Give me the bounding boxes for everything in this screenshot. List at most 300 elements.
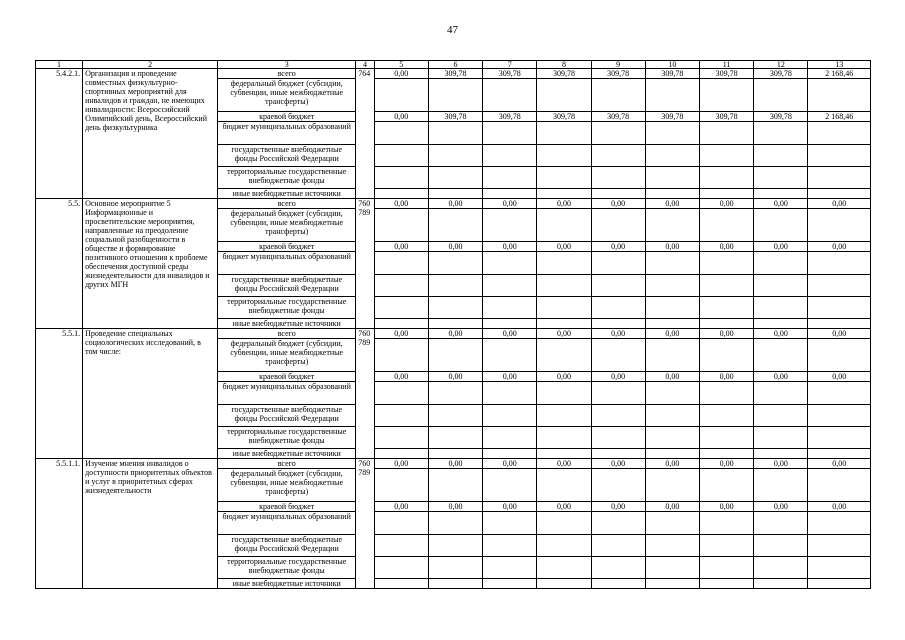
empty-value-cell (645, 449, 699, 459)
empty-value-cell (645, 557, 699, 579)
total-value-cell: 309,78 (428, 69, 482, 79)
empty-value-cell (645, 189, 699, 199)
total-value-cell: 0,00 (808, 329, 871, 339)
regional-value-cell: 0,00 (754, 372, 808, 382)
empty-value-cell (428, 557, 482, 579)
item-code: 5.4.2.1. (36, 69, 83, 199)
empty-value-cell (808, 557, 871, 579)
regional-value-cell: 0,00 (537, 242, 591, 252)
empty-value-cell (483, 209, 537, 242)
funding-source-label: бюджет муниципальных образований (218, 252, 356, 275)
empty-value-cell (808, 535, 871, 557)
funding-source-label: государственные внебюджетные фонды Российской Федерации (218, 145, 356, 167)
empty-value-cell (645, 319, 699, 329)
table-row (36, 199, 871, 209)
empty-value-cell (699, 79, 753, 112)
table-row (36, 69, 871, 79)
item-name: Организация и проведение совместных физкультурно-спортивных мероприятий для инвалидов и граждан, не имеющих инвалидности: Всероссийский Олимпийский день, Всероссийский день физкультурника (83, 69, 218, 199)
funding-source-label: территориальные государственные внебюджетные фонды (218, 297, 356, 319)
empty-value-cell (591, 252, 645, 275)
empty-value-cell (591, 122, 645, 145)
regional-value-cell: 0,00 (808, 372, 871, 382)
empty-value-cell (537, 145, 591, 167)
column-header: 4 (356, 61, 374, 69)
page-number: 47 (447, 24, 458, 36)
total-value-cell: 0,00 (483, 459, 537, 469)
column-header: 1 (36, 61, 83, 69)
empty-value-cell (591, 512, 645, 535)
empty-value-cell (754, 189, 808, 199)
total-value-cell: 0,00 (374, 329, 428, 339)
budget-code: 764 (356, 69, 374, 199)
total-value-cell: 0,00 (645, 199, 699, 209)
column-header: 2 (83, 61, 218, 69)
regional-value-cell: 0,00 (591, 372, 645, 382)
empty-value-cell (699, 297, 753, 319)
total-value-cell: 0,00 (754, 199, 808, 209)
total-value-cell: 309,78 (483, 69, 537, 79)
item-code: 5.5.1. (36, 329, 83, 459)
empty-value-cell (808, 382, 871, 405)
total-value-cell: 0,00 (808, 199, 871, 209)
empty-value-cell (374, 579, 428, 589)
empty-value-cell (754, 579, 808, 589)
empty-value-cell (537, 297, 591, 319)
empty-value-cell (699, 252, 753, 275)
regional-value-cell: 0,00 (483, 242, 537, 252)
item-name: Основное мероприятие 5 Информационные и просветительские мероприятия, направленные на преодоление социальной разобщенности в обществе и формирование позитивного отношения к проблеме обеспечения доступной среды жизнедеятельности для инвалидов и других МГН (83, 199, 218, 329)
empty-value-cell (374, 469, 428, 502)
regional-value-cell: 0,00 (537, 372, 591, 382)
empty-value-cell (699, 209, 753, 242)
total-value-cell: 0,00 (374, 69, 428, 79)
empty-value-cell (699, 449, 753, 459)
empty-value-cell (428, 167, 482, 189)
empty-value-cell (591, 339, 645, 372)
empty-value-cell (591, 449, 645, 459)
empty-value-cell (374, 535, 428, 557)
empty-value-cell (591, 275, 645, 297)
total-value-cell: 0,00 (537, 329, 591, 339)
empty-value-cell (699, 189, 753, 199)
empty-value-cell (374, 297, 428, 319)
total-value-cell: 309,78 (537, 69, 591, 79)
empty-value-cell (483, 535, 537, 557)
column-header: 9 (591, 61, 645, 69)
regional-value-cell: 0,00 (754, 502, 808, 512)
empty-value-cell (428, 252, 482, 275)
empty-value-cell (591, 427, 645, 449)
empty-value-cell (374, 512, 428, 535)
empty-value-cell (483, 449, 537, 459)
empty-value-cell (483, 297, 537, 319)
empty-value-cell (808, 579, 871, 589)
regional-value-cell: 0,00 (645, 372, 699, 382)
empty-value-cell (428, 469, 482, 502)
column-number-row (36, 61, 871, 69)
funding-source-label: бюджет муниципальных образований (218, 382, 356, 405)
total-value-cell: 0,00 (699, 329, 753, 339)
total-value-cell: 0,00 (428, 459, 482, 469)
funding-source-label: федеральный бюджет (субсидии, субвенции, иные межбюджетные трансферты) (218, 469, 356, 502)
empty-value-cell (428, 512, 482, 535)
empty-value-cell (754, 427, 808, 449)
regional-value-cell: 309,78 (754, 112, 808, 122)
empty-value-cell (808, 275, 871, 297)
empty-value-cell (537, 382, 591, 405)
empty-value-cell (537, 319, 591, 329)
empty-value-cell (537, 189, 591, 199)
empty-value-cell (537, 275, 591, 297)
empty-value-cell (537, 209, 591, 242)
funding-source-label: иные внебюджетные источники (218, 579, 356, 589)
empty-value-cell (483, 382, 537, 405)
empty-value-cell (483, 252, 537, 275)
empty-value-cell (754, 145, 808, 167)
regional-value-cell: 0,00 (808, 502, 871, 512)
empty-value-cell (483, 557, 537, 579)
empty-value-cell (483, 339, 537, 372)
total-value-cell: 0,00 (699, 199, 753, 209)
empty-value-cell (754, 557, 808, 579)
regional-value-cell: 0,00 (428, 242, 482, 252)
regional-value-cell: 309,78 (428, 112, 482, 122)
empty-value-cell (699, 167, 753, 189)
empty-value-cell (537, 122, 591, 145)
regional-value-cell: 0,00 (591, 242, 645, 252)
total-value-cell: 309,78 (754, 69, 808, 79)
empty-value-cell (428, 275, 482, 297)
empty-value-cell (591, 405, 645, 427)
empty-value-cell (808, 512, 871, 535)
empty-value-cell (754, 122, 808, 145)
empty-value-cell (699, 427, 753, 449)
empty-value-cell (428, 405, 482, 427)
total-value-cell: 0,00 (645, 459, 699, 469)
regional-value-cell: 0,00 (754, 242, 808, 252)
empty-value-cell (428, 579, 482, 589)
funding-source-label: краевой бюджет (218, 112, 356, 122)
total-value-cell: 2 168,46 (808, 69, 871, 79)
total-value-cell: 0,00 (537, 199, 591, 209)
funding-source-label: бюджет муниципальных образований (218, 122, 356, 145)
empty-value-cell (591, 209, 645, 242)
empty-value-cell (483, 79, 537, 112)
empty-value-cell (591, 469, 645, 502)
funding-source-label: государственные внебюджетные фонды Российской Федерации (218, 275, 356, 297)
empty-value-cell (645, 209, 699, 242)
regional-value-cell: 309,78 (645, 112, 699, 122)
empty-value-cell (374, 405, 428, 427)
column-header: 12 (754, 61, 808, 69)
total-value-cell: 0,00 (754, 459, 808, 469)
regional-value-cell: 0,00 (428, 502, 482, 512)
regional-value-cell: 0,00 (374, 502, 428, 512)
empty-value-cell (808, 252, 871, 275)
column-header: 6 (428, 61, 482, 69)
empty-value-cell (591, 297, 645, 319)
table-row (36, 459, 871, 469)
empty-value-cell (537, 449, 591, 459)
empty-value-cell (428, 297, 482, 319)
empty-value-cell (754, 297, 808, 319)
empty-value-cell (374, 79, 428, 112)
empty-value-cell (645, 579, 699, 589)
empty-value-cell (808, 319, 871, 329)
empty-value-cell (754, 319, 808, 329)
empty-value-cell (808, 209, 871, 242)
empty-value-cell (591, 557, 645, 579)
total-value-cell: 0,00 (645, 329, 699, 339)
funding-source-label: государственные внебюджетные фонды Российской Федерации (218, 535, 356, 557)
empty-value-cell (699, 122, 753, 145)
empty-value-cell (808, 405, 871, 427)
empty-value-cell (537, 167, 591, 189)
empty-value-cell (645, 405, 699, 427)
empty-value-cell (374, 557, 428, 579)
empty-value-cell (374, 319, 428, 329)
column-header: 7 (483, 61, 537, 69)
empty-value-cell (808, 449, 871, 459)
empty-value-cell (591, 382, 645, 405)
empty-value-cell (428, 339, 482, 372)
total-value-cell: 0,00 (428, 329, 482, 339)
item-name: Изучение мнения инвалидов о доступности приоритетных объектов и услуг в приоритетных сферах жизнедеятельности (83, 459, 218, 589)
regional-value-cell: 309,78 (483, 112, 537, 122)
regional-value-cell: 0,00 (699, 502, 753, 512)
empty-value-cell (754, 209, 808, 242)
empty-value-cell (483, 319, 537, 329)
total-value-cell: 0,00 (374, 459, 428, 469)
item-code: 5.5. (36, 199, 83, 329)
total-value-cell: 0,00 (808, 459, 871, 469)
empty-value-cell (645, 252, 699, 275)
empty-value-cell (428, 319, 482, 329)
empty-value-cell (645, 382, 699, 405)
empty-value-cell (428, 535, 482, 557)
column-header: 3 (218, 61, 356, 69)
regional-value-cell: 0,00 (537, 502, 591, 512)
empty-value-cell (591, 319, 645, 329)
empty-value-cell (537, 427, 591, 449)
empty-value-cell (591, 535, 645, 557)
empty-value-cell (699, 469, 753, 502)
budget-code: 760 789 (356, 329, 374, 459)
funding-source-label: иные внебюджетные источники (218, 319, 356, 329)
regional-value-cell: 0,00 (483, 372, 537, 382)
column-header: 13 (808, 61, 871, 69)
empty-value-cell (537, 579, 591, 589)
funding-source-label: территориальные государственные внебюджетные фонды (218, 167, 356, 189)
empty-value-cell (699, 319, 753, 329)
empty-value-cell (483, 427, 537, 449)
regional-value-cell: 0,00 (808, 242, 871, 252)
empty-value-cell (754, 339, 808, 372)
total-value-cell: 309,78 (699, 69, 753, 79)
regional-value-cell: 0,00 (645, 502, 699, 512)
empty-value-cell (374, 382, 428, 405)
funding-source-label: федеральный бюджет (субсидии, субвенции, иные межбюджетные трансферты) (218, 339, 356, 372)
table-row (36, 329, 871, 339)
regional-value-cell: 309,78 (699, 112, 753, 122)
budget-code: 760 789 (356, 199, 374, 329)
funding-source-label: федеральный бюджет (субсидии, субвенции, иные межбюджетные трансферты) (218, 209, 356, 242)
empty-value-cell (483, 167, 537, 189)
regional-value-cell: 0,00 (428, 372, 482, 382)
funding-source-label: всего (218, 459, 356, 469)
empty-value-cell (483, 122, 537, 145)
empty-value-cell (808, 427, 871, 449)
empty-value-cell (374, 189, 428, 199)
regional-value-cell: 309,78 (537, 112, 591, 122)
column-header: 11 (699, 61, 753, 69)
funding-source-label: краевой бюджет (218, 242, 356, 252)
regional-value-cell: 0,00 (374, 372, 428, 382)
empty-value-cell (645, 297, 699, 319)
empty-value-cell (374, 209, 428, 242)
empty-value-cell (428, 145, 482, 167)
total-value-cell: 0,00 (428, 199, 482, 209)
empty-value-cell (374, 167, 428, 189)
empty-value-cell (428, 209, 482, 242)
total-value-cell: 0,00 (374, 199, 428, 209)
empty-value-cell (754, 382, 808, 405)
regional-value-cell: 0,00 (374, 242, 428, 252)
empty-value-cell (699, 382, 753, 405)
empty-value-cell (591, 167, 645, 189)
funding-source-label: краевой бюджет (218, 502, 356, 512)
empty-value-cell (754, 252, 808, 275)
funding-source-label: государственные внебюджетные фонды Российской Федерации (218, 405, 356, 427)
empty-value-cell (537, 79, 591, 112)
funding-source-label: всего (218, 199, 356, 209)
empty-value-cell (808, 469, 871, 502)
item-code: 5.5.1.1. (36, 459, 83, 589)
empty-value-cell (808, 79, 871, 112)
total-value-cell: 0,00 (537, 459, 591, 469)
regional-value-cell: 0,00 (699, 242, 753, 252)
empty-value-cell (699, 579, 753, 589)
total-value-cell: 0,00 (483, 329, 537, 339)
empty-value-cell (591, 145, 645, 167)
empty-value-cell (374, 252, 428, 275)
column-header: 5 (374, 61, 428, 69)
funding-source-label: территориальные государственные внебюджетные фонды (218, 427, 356, 449)
empty-value-cell (483, 405, 537, 427)
empty-value-cell (591, 79, 645, 112)
empty-value-cell (699, 145, 753, 167)
empty-value-cell (699, 535, 753, 557)
empty-value-cell (808, 297, 871, 319)
empty-value-cell (808, 189, 871, 199)
empty-value-cell (537, 252, 591, 275)
regional-value-cell: 0,00 (645, 242, 699, 252)
empty-value-cell (699, 512, 753, 535)
funding-source-label: территориальные государственные внебюджетные фонды (218, 557, 356, 579)
empty-value-cell (483, 469, 537, 502)
total-value-cell: 0,00 (483, 199, 537, 209)
empty-value-cell (645, 122, 699, 145)
total-value-cell: 0,00 (699, 459, 753, 469)
empty-value-cell (428, 449, 482, 459)
empty-value-cell (537, 512, 591, 535)
empty-value-cell (808, 339, 871, 372)
regional-value-cell: 0,00 (699, 372, 753, 382)
empty-value-cell (754, 449, 808, 459)
empty-value-cell (645, 469, 699, 502)
funding-source-label: иные внебюджетные источники (218, 449, 356, 459)
empty-value-cell (754, 469, 808, 502)
empty-value-cell (754, 275, 808, 297)
funding-source-label: иные внебюджетные источники (218, 189, 356, 199)
empty-value-cell (699, 405, 753, 427)
regional-value-cell: 309,78 (591, 112, 645, 122)
empty-value-cell (645, 275, 699, 297)
empty-value-cell (537, 557, 591, 579)
empty-value-cell (374, 275, 428, 297)
regional-value-cell: 0,00 (483, 502, 537, 512)
empty-value-cell (428, 79, 482, 112)
funding-source-label: всего (218, 329, 356, 339)
total-value-cell: 0,00 (591, 329, 645, 339)
empty-value-cell (645, 427, 699, 449)
empty-value-cell (374, 145, 428, 167)
regional-value-cell: 0,00 (591, 502, 645, 512)
empty-value-cell (428, 382, 482, 405)
empty-value-cell (374, 427, 428, 449)
empty-value-cell (808, 167, 871, 189)
column-header: 8 (537, 61, 591, 69)
empty-value-cell (645, 512, 699, 535)
empty-value-cell (699, 557, 753, 579)
empty-value-cell (754, 512, 808, 535)
empty-value-cell (754, 405, 808, 427)
regional-value-cell: 2 168,46 (808, 112, 871, 122)
empty-value-cell (591, 189, 645, 199)
empty-value-cell (483, 145, 537, 167)
empty-value-cell (645, 145, 699, 167)
total-value-cell: 0,00 (591, 199, 645, 209)
empty-value-cell (699, 275, 753, 297)
empty-value-cell (754, 535, 808, 557)
empty-value-cell (483, 275, 537, 297)
regional-value-cell: 0,00 (374, 112, 428, 122)
empty-value-cell (808, 122, 871, 145)
empty-value-cell (699, 339, 753, 372)
total-value-cell: 0,00 (591, 459, 645, 469)
empty-value-cell (537, 339, 591, 372)
empty-value-cell (645, 79, 699, 112)
funding-source-label: краевой бюджет (218, 372, 356, 382)
funding-source-label: федеральный бюджет (субсидии, субвенции, иные межбюджетные трансферты) (218, 79, 356, 112)
empty-value-cell (537, 535, 591, 557)
empty-value-cell (808, 145, 871, 167)
empty-value-cell (428, 122, 482, 145)
empty-value-cell (374, 339, 428, 372)
funding-source-label: бюджет муниципальных образований (218, 512, 356, 535)
empty-value-cell (537, 469, 591, 502)
item-name: Проведение специальных социологических исследований, в том числе: (83, 329, 218, 459)
empty-value-cell (754, 79, 808, 112)
empty-value-cell (537, 405, 591, 427)
budget-table (35, 60, 871, 589)
empty-value-cell (591, 579, 645, 589)
empty-value-cell (483, 189, 537, 199)
empty-value-cell (645, 535, 699, 557)
empty-value-cell (645, 167, 699, 189)
empty-value-cell (754, 167, 808, 189)
empty-value-cell (483, 512, 537, 535)
